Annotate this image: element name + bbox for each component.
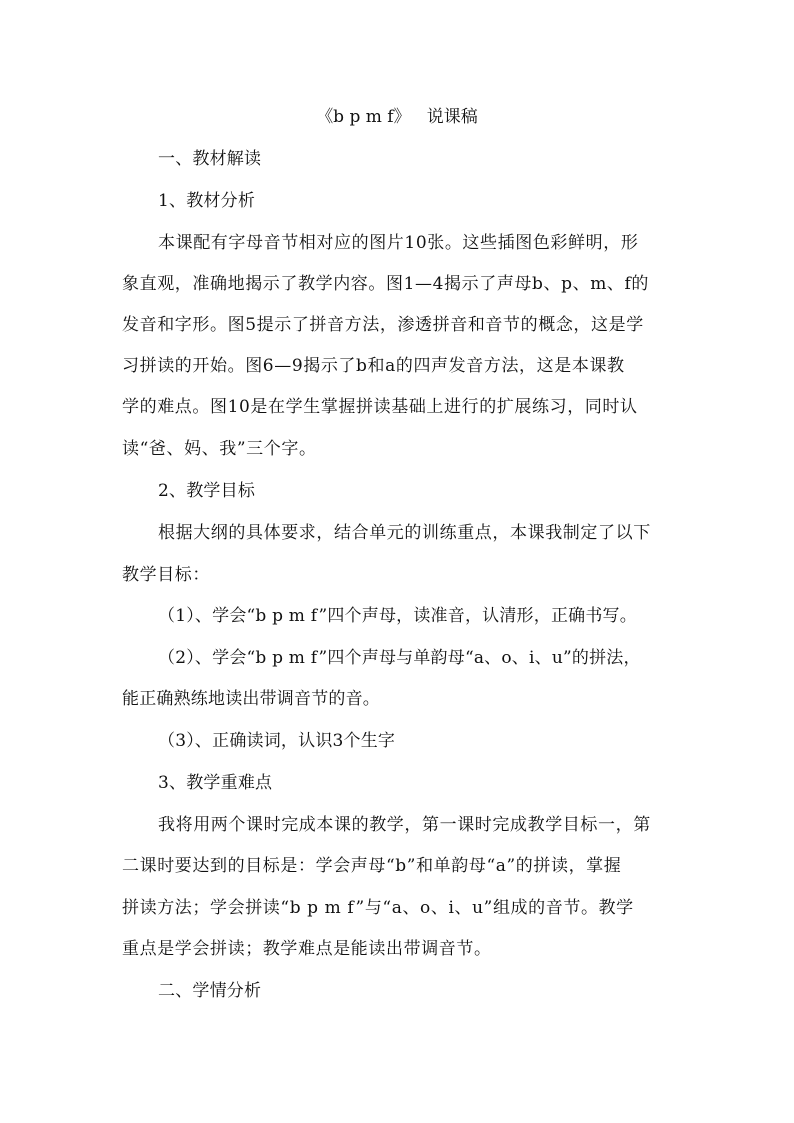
subheading-textbook-analysis: 1、教材分析 — [158, 191, 256, 211]
paragraph-line: 教学目标： — [122, 565, 210, 585]
paragraph-line: 发音和字形。图5提示了拼音方法，渗透拼音和音节的概念，这是学 — [122, 315, 644, 335]
document-title: 《b p m f》 说课稿 — [316, 107, 478, 127]
paragraph-line: 习拼读的开始。图6—9揭示了b和a的四声发音方法，这是本课教 — [122, 356, 625, 376]
section-heading-textbook-reading: 一、教材解读 — [158, 149, 262, 169]
subheading-key-difficulties: 3、教学重难点 — [158, 773, 273, 793]
paragraph-line: 重点是学会拼读；教学难点是能读出带调音节。 — [122, 939, 492, 959]
paragraph-line: 我将用两个课时完成本课的教学，第一课时完成教学目标一，第 — [158, 815, 651, 835]
goal-item: （2）、学会“b p m f”四个声母与单韵母“a、o、i、u”的拼法， — [158, 648, 641, 668]
subheading-teaching-goals: 2、教学目标 — [158, 481, 256, 501]
paragraph-line: 读“爸、妈、我”三个字。 — [122, 439, 317, 459]
paragraph-line: 本课配有字母音节相对应的图片10张。这些插图色彩鲜明，形 — [158, 233, 639, 253]
goal-item: （1）、学会“b p m f”四个声母，读准音，认清形，正确书写。 — [158, 606, 637, 626]
paragraph-line: 根据大纲的具体要求，结合单元的训练重点，本课我制定了以下 — [158, 523, 651, 543]
goal-item-continued: 能正确熟练地读出带调音节的音。 — [122, 689, 380, 709]
paragraph-line: 二课时要达到的目标是：学会声母“b”和单韵母“a”的拼读，掌握 — [122, 856, 622, 876]
paragraph-line: 学的难点。图10是在学生掌握拼读基础上进行的扩展练习，同时认 — [122, 397, 638, 417]
paragraph-line: 拼读方法；学会拼读“b p m f”与“a、o、i、u”组成的音节。教学 — [122, 898, 634, 918]
goal-item: （3）、正确读词，认识3个生字 — [158, 731, 396, 751]
section-heading-learner-analysis: 二、学情分析 — [158, 981, 262, 1001]
paragraph-line: 象直观，准确地揭示了教学内容。图1—4揭示了声母b、p、m、f的 — [122, 274, 650, 294]
